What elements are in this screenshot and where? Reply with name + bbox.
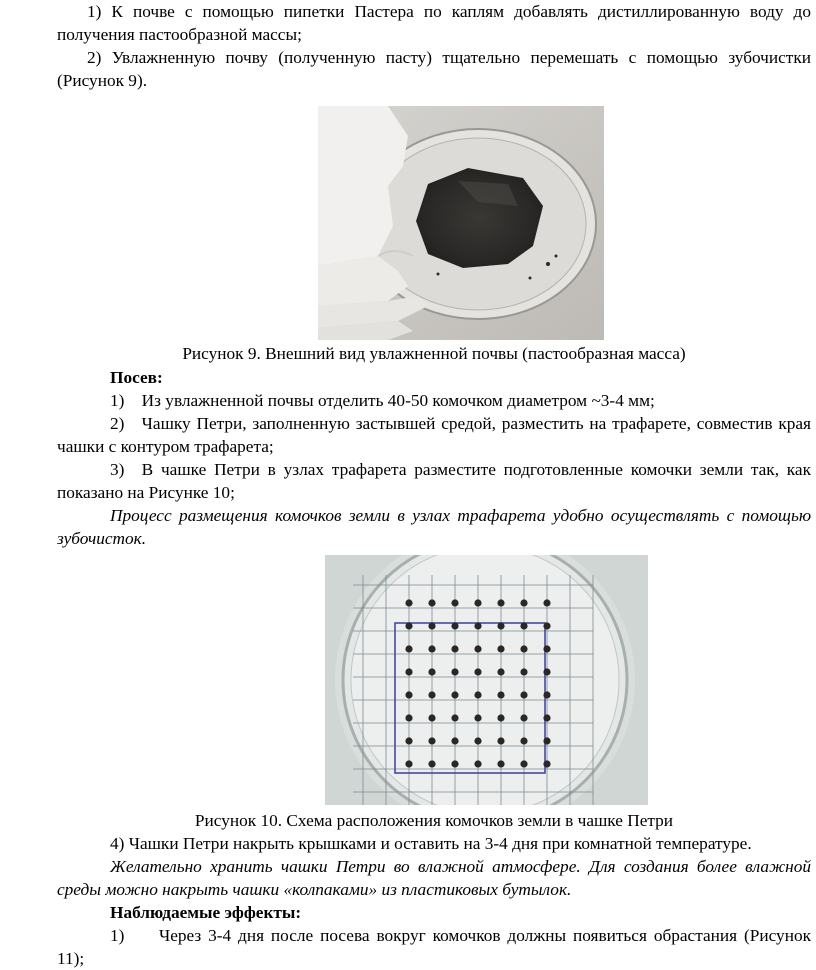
soil-clump bbox=[451, 760, 458, 767]
soil-clump bbox=[474, 737, 481, 744]
soil-clump bbox=[520, 622, 527, 629]
soil-clump bbox=[497, 599, 504, 606]
soil-clump bbox=[451, 691, 458, 698]
soil-clump bbox=[428, 760, 435, 767]
soil-clump bbox=[520, 737, 527, 744]
soil-clump bbox=[543, 622, 550, 629]
soil-clump bbox=[405, 599, 412, 606]
storage-note: Желательно хранить чашки Петри во влажной атмосфере. Для создания более влажной среды можно накрыть чашки «колпаками» из пластиковых бутылок. bbox=[57, 857, 811, 899]
soil-clump bbox=[543, 714, 550, 721]
figure-9-photo bbox=[318, 106, 604, 340]
soil-clump bbox=[497, 645, 504, 652]
soil-clump bbox=[520, 668, 527, 675]
soil-clump bbox=[474, 599, 481, 606]
soil-clump bbox=[405, 622, 412, 629]
soil-clump bbox=[497, 691, 504, 698]
soil-clump bbox=[405, 645, 412, 652]
soil-clump bbox=[497, 714, 504, 721]
step-4: 4) Чашки Петри накрыть крышками и оставить на 3-4 дня при комнатной температуре. bbox=[110, 834, 752, 853]
sowing-heading: Посев: bbox=[110, 368, 163, 387]
soil-clump bbox=[520, 599, 527, 606]
soil-clump bbox=[451, 599, 458, 606]
effects-step-1: 1) Через 3-4 дня после посева вокруг комочков должны появиться обрастания (Рисунок 11); bbox=[57, 926, 811, 968]
soil-clump bbox=[428, 737, 435, 744]
soil-clump bbox=[497, 622, 504, 629]
sowing-step-2: 2) Чашку Петри, заполненную застывшей средой, разместить на трафарете, совместив края чашки с контуром трафарета; bbox=[57, 414, 811, 456]
sowing-step-1: 1) Из увлажненной почвы отделить 40-50 комочком диаметром ~3-4 мм; bbox=[110, 391, 655, 410]
step-top-1: 1) К почве с помощью пипетки Пастера по каплям добавлять дистиллированную воду до получения пастообразной массы; bbox=[57, 2, 811, 44]
soil-clump bbox=[543, 737, 550, 744]
soil-clump bbox=[428, 622, 435, 629]
soil-clump bbox=[451, 737, 458, 744]
sowing-note: Процесс размещения комочков земли в узлах трафарета удобно осуществлять с помощью зубочисток. bbox=[57, 506, 811, 548]
soil-clump bbox=[474, 668, 481, 675]
soil-clump bbox=[543, 645, 550, 652]
soil-clump bbox=[428, 691, 435, 698]
soil-clump bbox=[520, 645, 527, 652]
soil-clump bbox=[405, 760, 412, 767]
soil-clump bbox=[405, 737, 412, 744]
soil-clump bbox=[405, 691, 412, 698]
soil-clump bbox=[474, 622, 481, 629]
soil-clump bbox=[451, 645, 458, 652]
soil-clump bbox=[474, 645, 481, 652]
figure-9-image bbox=[318, 106, 604, 340]
figure-9-caption: Рисунок 9. Внешний вид увлажненной почвы (пастообразная масса) bbox=[182, 344, 686, 363]
soil-clump bbox=[520, 714, 527, 721]
soil-clump bbox=[497, 737, 504, 744]
soil-clump bbox=[543, 691, 550, 698]
soil-clump bbox=[474, 714, 481, 721]
sowing-step-3: 3) В чашке Петри в узлах трафарета разместите подготовленные комочки земли так, как показано на Рисунке 10; bbox=[57, 460, 811, 502]
soil-clump bbox=[543, 599, 550, 606]
soil-clump bbox=[405, 714, 412, 721]
figure-10-photo bbox=[325, 555, 648, 805]
soil-clump bbox=[543, 760, 550, 767]
soil-clump bbox=[520, 760, 527, 767]
soil-clump bbox=[497, 760, 504, 767]
figure-10-image bbox=[325, 555, 648, 805]
soil-clump bbox=[543, 668, 550, 675]
figure-10-caption: Рисунок 10. Схема расположения комочков земли в чашке Петри bbox=[194, 811, 674, 830]
soil-clump bbox=[474, 691, 481, 698]
soil-clump bbox=[428, 599, 435, 606]
step-top-2: 2) Увлажненную почву (полученную пасту) тщательно перемешать с помощью зубочистки (Рисунок 9). bbox=[57, 48, 811, 90]
soil-clump bbox=[497, 668, 504, 675]
soil-clump bbox=[451, 714, 458, 721]
soil-clump bbox=[451, 622, 458, 629]
soil-clump bbox=[451, 668, 458, 675]
soil-clump bbox=[405, 668, 412, 675]
effects-heading: Наблюдаемые эффекты: bbox=[110, 903, 302, 922]
soil-clump bbox=[428, 668, 435, 675]
soil-clump bbox=[428, 714, 435, 721]
soil-clump bbox=[428, 645, 435, 652]
soil-clump bbox=[520, 691, 527, 698]
soil-clump bbox=[474, 760, 481, 767]
